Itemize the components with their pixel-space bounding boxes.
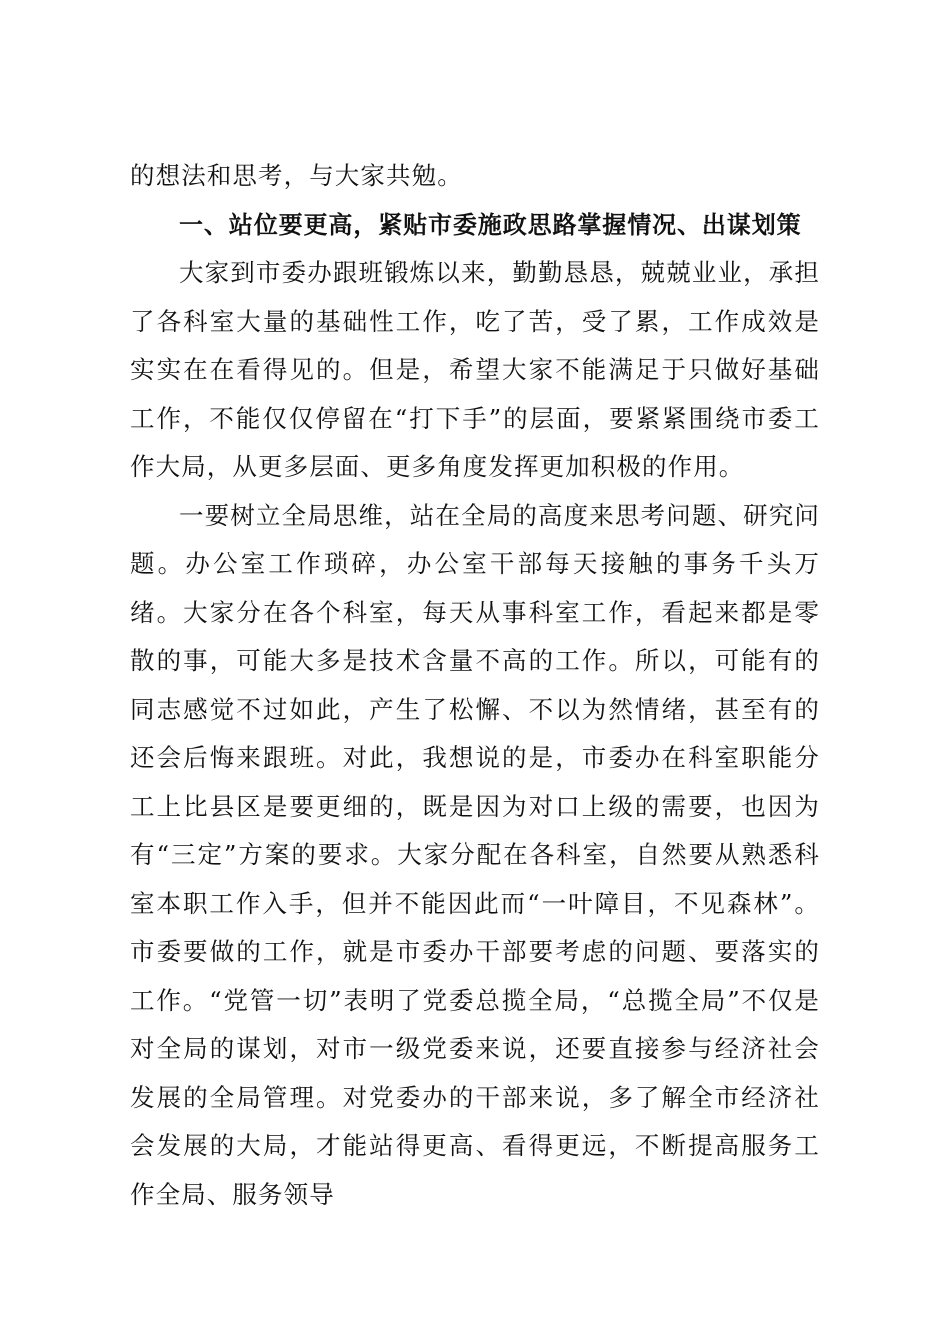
opening-line: 的想法和思考，与大家共勉。	[130, 161, 463, 190]
document-body	[130, 152, 820, 1219]
paragraph-2: 一要树立全局思维，站在全局的高度来思考问题、研究问题。办公室工作琐碎，办公室干部每天接触的事务千头万绪。大家分在各个科室，每天从事科室工作，看起来都是零散的事，可能大多是技术含量不高的工作。所以，可能有的同志感觉不过如此，产生了松懈、不以为然情绪，甚至有的还会后悔来跟班。对此，我想说的是，市委办在科室职能分工上比县区是要更细的，既是因为对口上级的需要，也因为有“三定”方案的要求。大家分配在各科室，自然要从熟悉科室本职工作入手，但并不能因此而“一叶障目，不见森林”。市委要做的工作，就是市委办干部要考虑的问题、要落实的工作。“党管一切”表明了党委总揽全局，“总揽全局”不仅是对全局的谋划，对市一级党委来说，还要直接参与经济社会发展的全局管理。对党委办的干部来说，多了解全市经济社会发展的大局，才能站得更高、看得更远，不断提高服务工作全局、服务领导	[130, 500, 820, 1209]
section-heading: 一、站位要更高，紧贴市委施政思路掌握情况、出谋划策	[179, 210, 802, 239]
paragraph-1: 大家到市委办跟班锻炼以来，勤勤恳恳，兢兢业业，承担了各科室大量的基础性工作，吃了苦，受了累，工作成效是实实在在看得见的。但是，希望大家不能满足于只做好基础工作，不能仅仅停留在“打下手”的层面，要紧紧围绕市委工作大局，从更多层面、更多角度发挥更加积极的作用。	[130, 258, 820, 481]
